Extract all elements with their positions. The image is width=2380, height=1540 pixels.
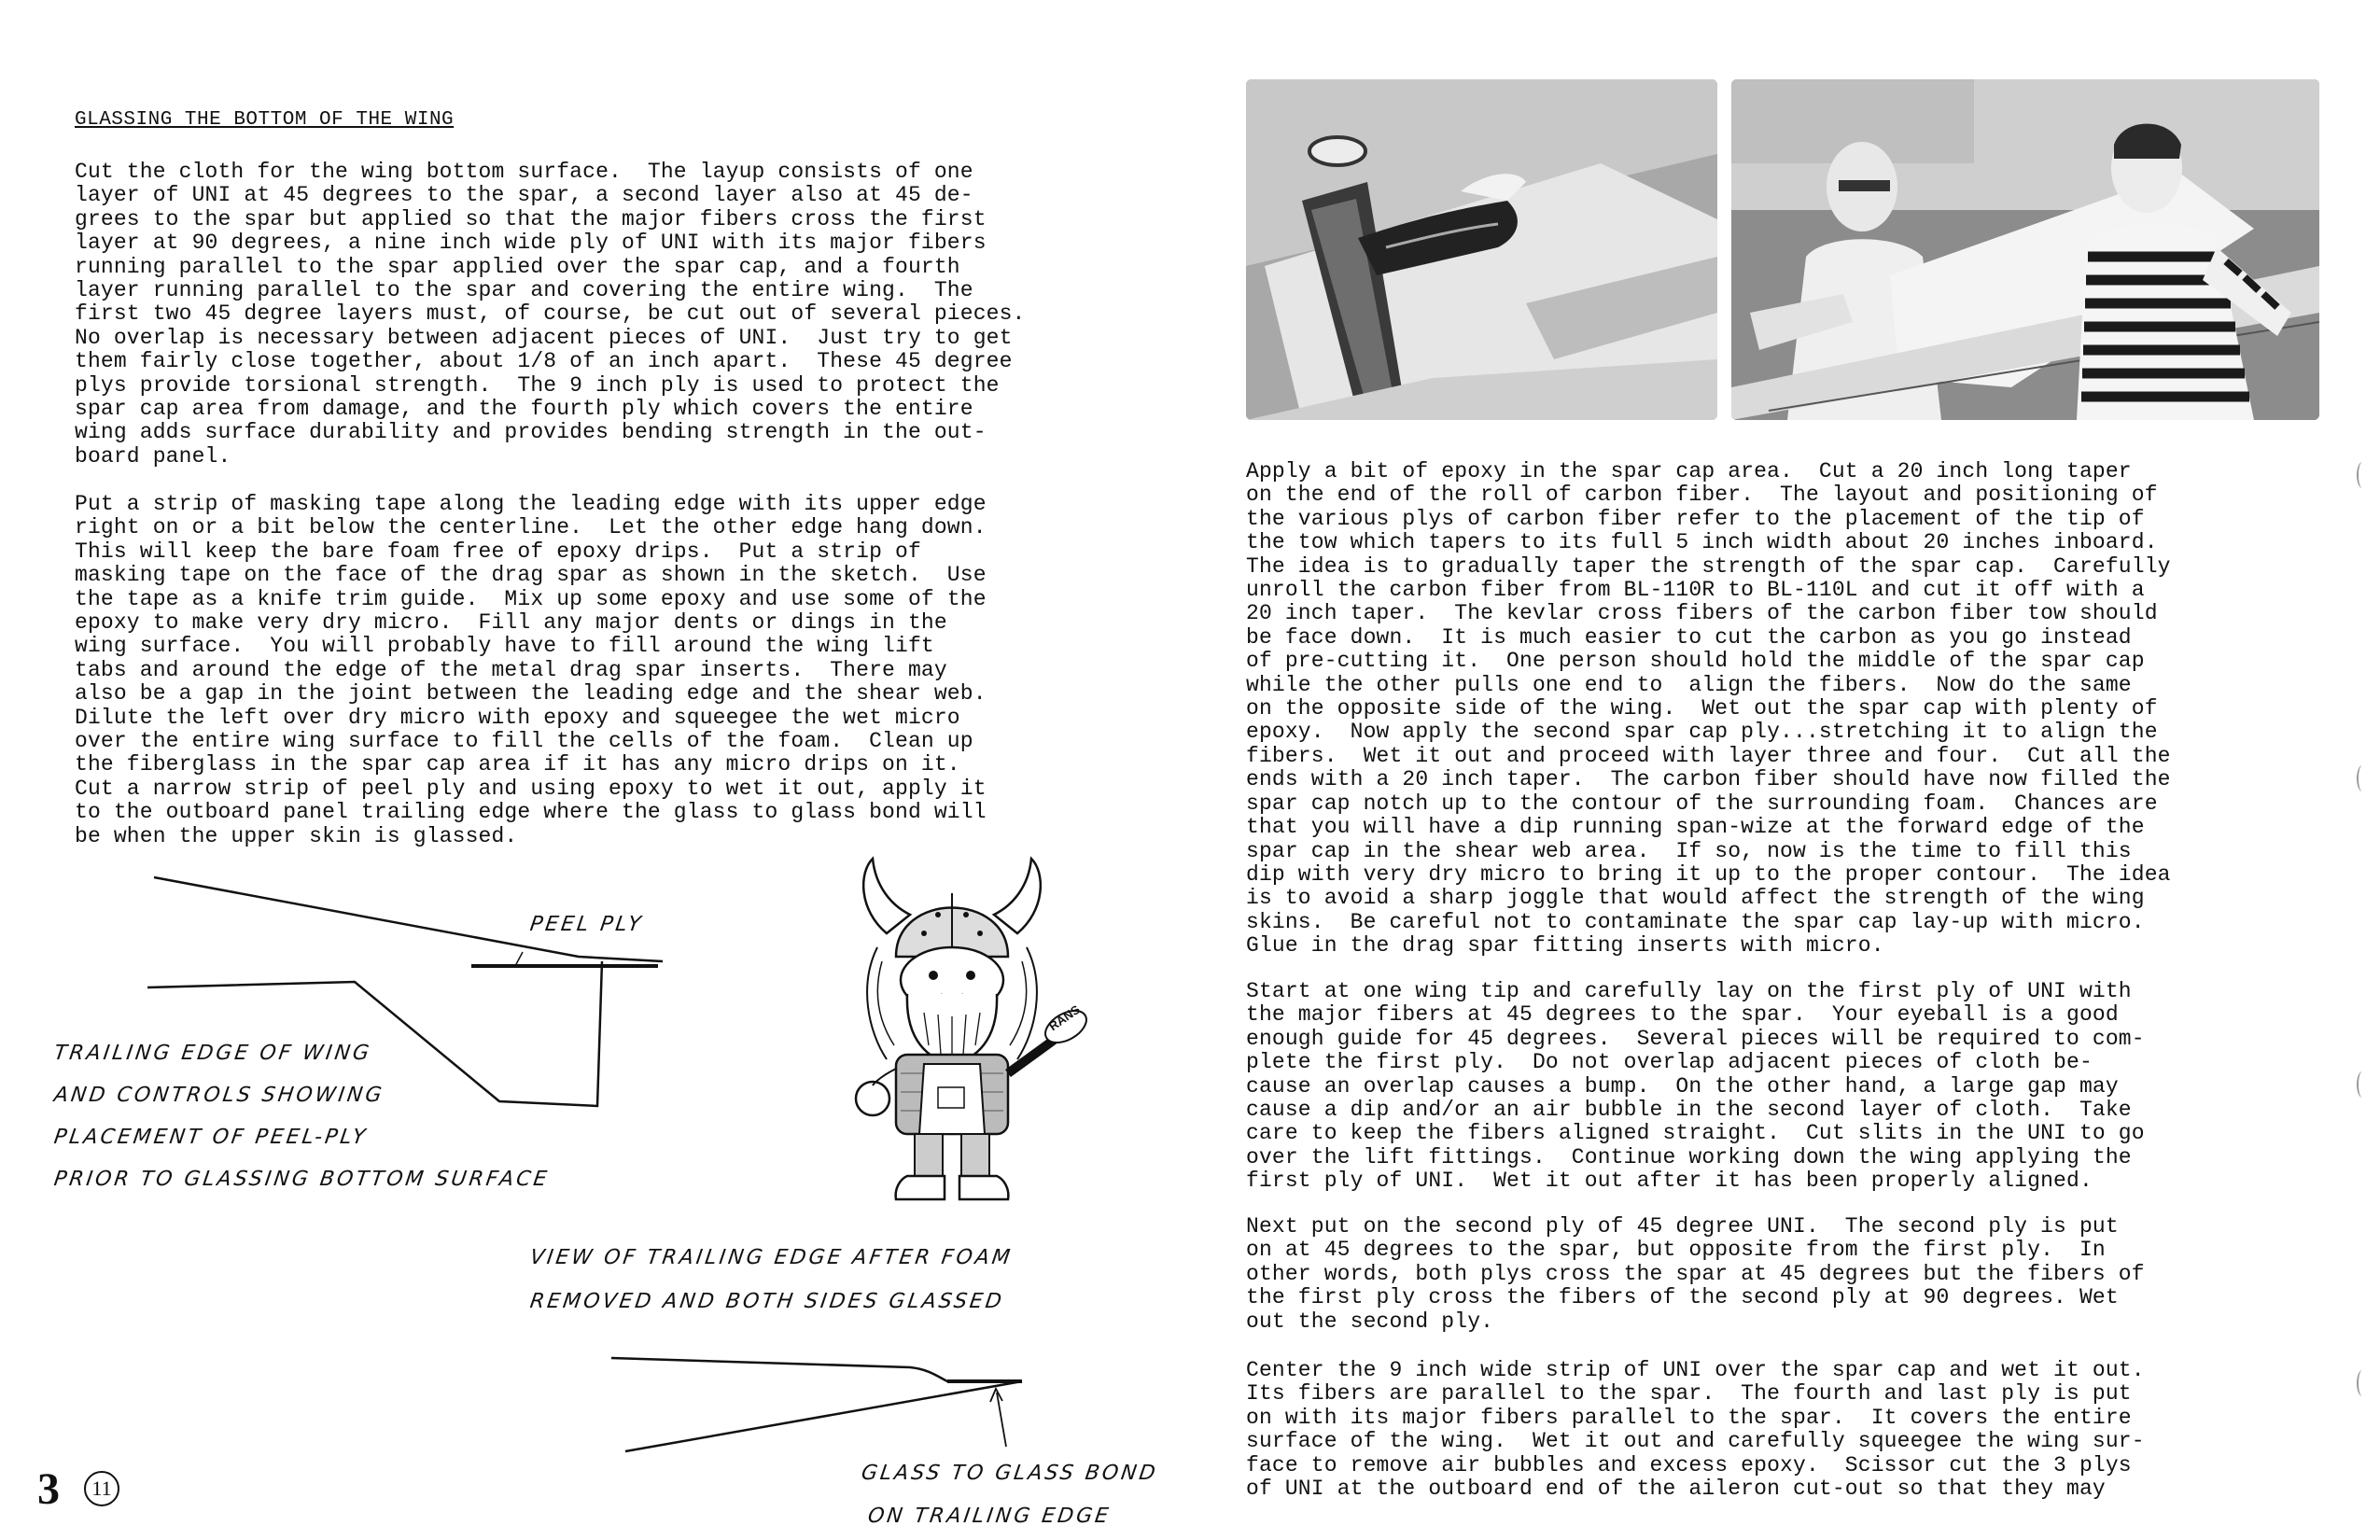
photo-wing-layup [1246,79,1717,420]
upper-skin-line [611,1358,1022,1381]
sketch2-caption-line1: VIEW OF TRAILING EDGE AFTER FOAM [528,1246,1015,1269]
right-paragraph-4: Center the 9 inch wide strip of UNI over the spar cap and wet it out. Its fibers are parallel to the spar. The fourth and last ply is put on with its major fibers parallel to the spar. It covers the entire surface of the wing. Wet it out and carefully squeegee the wing sur- face to remove air bubbles and excess epoxy. Scissor cut the 3 plys of UNI at the outboard end of the aileron cut-out so that they may [1246,1358,2145,1502]
page-number: 3 [37,1464,60,1514]
right-paragraph-1: Apply a bit of epoxy in the spar cap area. Cut a 20 inch long taper on the end of the roll of carbon fiber. The layout and positioning of the various plys of carbon fiber refer to the placement of the tip of the tow which tapers to its full 5 inch width about 20 inches inboard. The idea is to gradually taper the strength of the spar cap. Carefully unroll the carbon fiber from BL-110R to BL-110L and cut it off with a 20 inch taper. The kevlar cross fibers of the carbon fiber tow should be face down. It is much easier to cut the carbon as you go instead of pre-cutting it. One person should hold the middle of the spar cap while the other pulls one end to align the fibers. Now do the same on the opposite side of the wing. Wet out the spar cap with plenty of epoxy. Now apply the second spar cap ply...stretching it to align the fibers. Wet it out and proceed with layer three and four. Cut all the ends with a 20 inch taper. The carbon fiber should have now filled the spar cap notch up to the contour of the surrounding foam. Chances are that you will have a dip running span-wize at the forward edge of the spar cap in the shear web area. If so, now is the time to fill this dip with very dry micro to bring it up to the proper contour. The idea is to avoid a sharp joggle that would affect the strength of the wing skins. Be careful not to contaminate the spar cap lay-up with micro. Glue in the drag spar fitting inserts with micro. [1246,459,2171,959]
bond-arrow-head [990,1389,1002,1402]
right-page [1190,0,2380,1540]
photo-wing-layup-image [1246,79,1717,420]
peel-ply-leader [515,952,523,966]
sketch1-caption-line1: TRAILING EDGE OF WING [52,1042,373,1065]
binder-hole-mark [2357,1071,2368,1098]
right-paragraph-3: Next put on the second ply of 45 degree UNI. The second ply is put on at 45 degrees to the spar, but opposite from the first ply. In other words, both plys cross the spar at 45 degrees but the fibers of the first ply cross the fibers of the second ply at 90 degrees. Wet out the second ply. [1246,1214,2145,1334]
bond-label-line1: GLASS TO GLASS BOND [860,1462,1160,1485]
binder-hole-mark [2357,462,2368,488]
right-paragraph-2: Start at one wing tip and carefully lay on the first ply of UNI with the major fibers at 45 degrees to the spar. Your eyeball is a good enough guide for 45 degrees. Several pieces will be required to com- plete the first ply. Do not overlap adjacent pieces of cloth be- cause an overlap causes a bump. On the other hand, a large gap may cause a dip and/or an air bubble in the second layer of cloth. Take care to keep the fibers aligned straight. Cut slits in the UNI to go over the lift fittings. Continue working down the wing applying the first ply of UNI. Wet it out after it has been properly aligned. [1246,979,2145,1194]
peel-ply-label: PEEL PLY [528,913,645,936]
lower-skin-line [625,1381,1022,1451]
binder-hole-mark [2357,765,2368,791]
sketch2-caption-line2: REMOVED AND BOTH SIDES GLASSED [528,1290,1006,1313]
photo-builders-working [1731,79,2319,420]
trailing-edge-sketch [131,868,691,1120]
left-paragraph-2: Put a strip of masking tape along the leading edge with its upper edge right on or a bit below the centerline. Let the other edge hang down. This will keep the bare foam free of epoxy drips. Put a strip of masking tape on the face of the drag spar as shown in the sketch. Use the tape as a knife trim guide. Mix up some epoxy and use some of the epoxy to make very dry micro. Fill any major dents or dings in the wing surface. You will probably have to fill around the wing lift tabs and around the edge of the metal drag spar inserts. There may also be a gap in the joint between the leading edge and the shear web. Dilute the left over dry micro with epoxy and squeegee the wet micro over the entire wing surface to fill the cells of the foam. Clean up the fiberglass in the spar cap area if it has any micro drips on it. Cut a narrow strip of peel ply and using epoxy to wet it out, apply it to the outboard panel trailing edge where the glass to glass bond will be when the upper skin is glassed. [75,492,987,848]
sketch1-caption-line2: AND CONTROLS SHOWING [52,1084,386,1107]
bond-label-line2: ON TRAILING EDGE [866,1505,1113,1528]
left-paragraph-1: Cut the cloth for the wing bottom surface. The layup consists of one layer of UNI at 45 degrees to the spar, a second layer also at 45 de- grees to the spar but applied so that the major fibers cross the first layer at 90 degrees, a nine inch wide ply of UNI with its major fibers running parallel to the spar applied over the spar cap, and a fourth layer running parallel to the spar and covering the entire wing. The first two 45 degree layers must, of course, be cut out of several pieces. No overlap is necessary between adjacent pieces of UNI. Just try to get them fairly close together, about 1/8 of an inch apart. These 45 degree plys provide torsional strength. The 9 inch ply is used to protect the spar cap area from damage, and the fourth ply which covers the entire wing adds surface durability and provides bending strength in the out- board panel. [75,160,1026,469]
binder-hole-mark [2357,1370,2368,1396]
photo-builders-working-image [1731,79,2319,420]
circled-page-number: 11 [84,1471,119,1506]
bonded-trailing-edge-sketch [597,1344,1036,1475]
section-heading: GLASSING THE BOTTOM OF THE WING [75,109,455,131]
sketch1-caption-line3: PLACEMENT OF PEEL-PLY [52,1126,370,1149]
sketch1-caption-line4: PRIOR TO GLASSING BOTTOM SURFACE [52,1168,552,1191]
cartoon-badge: RANS [1046,1001,1083,1034]
